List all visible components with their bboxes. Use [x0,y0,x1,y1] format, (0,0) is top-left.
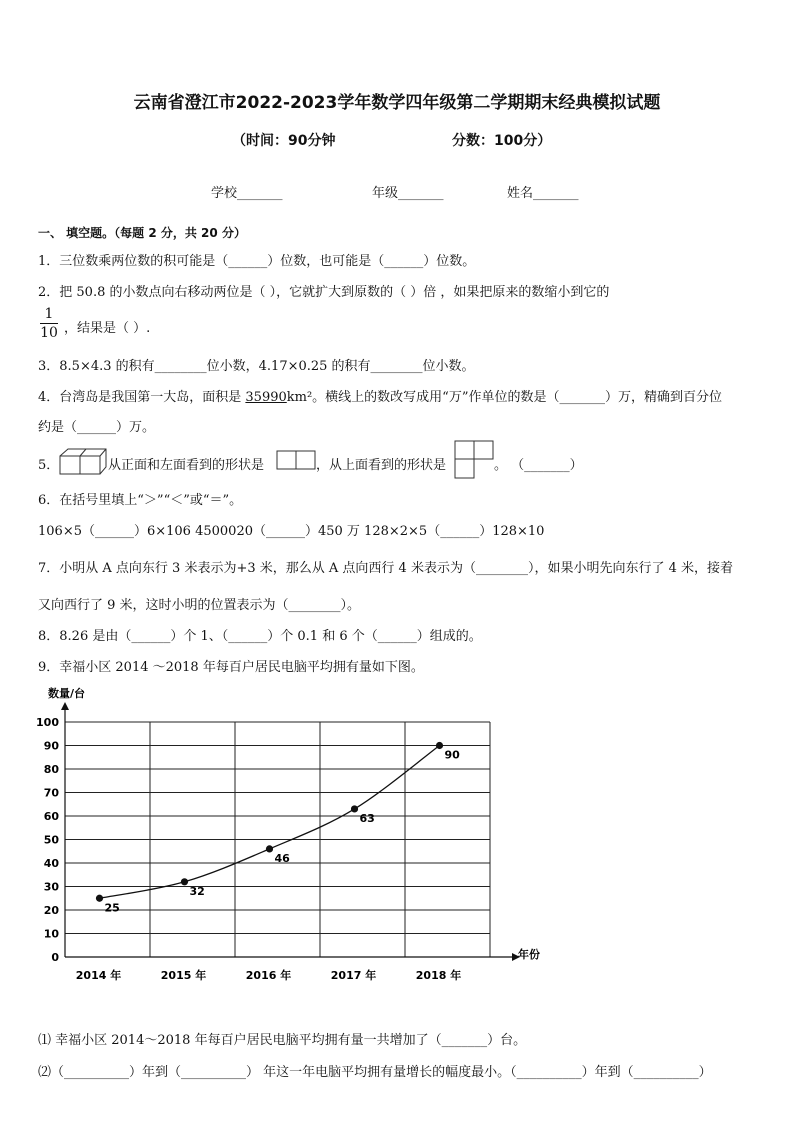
top-view-figure [454,440,494,480]
data-point [436,742,443,749]
cube-figure [58,446,108,476]
data-point [96,895,103,902]
question-5-text-a: 从正面和左面看到的形状是 [108,458,265,473]
data-point [351,805,358,812]
question-4 [38,386,722,405]
question-7: 7．小明从 A 点向东行 3 米表示为+3 米，那么从 A 点向西行 4 米表示为（________），如果小明先向东行了 4 米，接着 [38,561,733,576]
data-label: 32 [189,884,205,898]
q4-underlined-number: 35990 [245,390,287,405]
question-5-text-b: ，从上面看到的形状是 [316,458,447,473]
school-field: 学校_______ [211,186,283,201]
question-2: 2．把 50.8 的小数点向右移动两位是（ ），它就扩大到原数的（ ）倍 ，如果把原来的数缩小到它的 [38,285,610,300]
question-5-text-c: 。 （_______） [494,458,583,473]
question-4-line2: 约是（______）万。 [38,420,156,435]
grade-field: 年级_______ [372,186,444,201]
time-label: （时间：90分钟 [232,133,336,149]
page-title: 云南省澄江市2022-2023学年数学四年级第二学期期末经典模拟试题 [133,93,661,113]
x-tick-label: 2017 年 [330,969,377,982]
question-6: 6．在括号里填上“＞”“＜”或“＝”。 [38,493,243,508]
y-tick-label: 40 [43,857,59,870]
question-9-sub2: ⑵（__________）年到（__________） 年这一年电脑平均拥有量增长的幅度最小。（__________）年到（__________） [38,1065,712,1080]
y-tick-label: 70 [43,786,59,800]
question-1: 1．三位数乘两位数的积可能是（______）位数，也可能是（______）位数。 [38,254,476,269]
q4-text-b: km²。横线上的数改写成用“万”作单位的数是（_______）万，精确到百分位 [286,390,722,405]
question-3: 3．8.5×4.3 的积有________位小数，4.17×0.25 的积有________位小数。 [38,359,475,374]
y-axis-label: 数量/台 [48,687,86,700]
data-label: 25 [104,901,120,915]
x-tick-label: 2014 年 [75,969,122,982]
x-axis-label: 年份 [518,948,540,961]
y-tick-label: 10 [43,927,59,941]
line-chart [30,682,560,990]
y-tick-label: 60 [43,810,59,823]
y-tick-label: 20 [43,904,59,917]
y-tick-label: 90 [43,739,59,753]
question-6-items: 106×5（______）6×106 4500020（______）450 万 128×2×5（______）128×10 [38,524,545,539]
x-tick-label: 2018 年 [415,969,462,982]
y-tick-label: 0 [51,951,59,964]
front-view-figure [276,449,316,471]
y-axis-arrow [61,702,69,710]
question-9-sub1: ⑴ 幸福小区 2014～2018 年每百户居民电脑平均拥有量一共增加了（_______）台。 [38,1033,527,1048]
question-9: 9．幸福小区 2014 ～2018 年每百户居民电脑平均拥有量如下图。 [38,660,424,675]
y-tick-label: 30 [43,880,59,894]
data-point [181,878,188,885]
section-heading: 一、 填空题。（每题 2 分，共 20 分） [38,226,246,240]
data-label: 90 [444,748,460,762]
fraction-numerator: 1 [44,306,54,322]
score-label: 分数：100分） [452,133,552,149]
question-5-number: 5． [38,458,60,473]
fraction-one-tenth [40,306,58,341]
y-tick-label: 100 [36,716,59,729]
y-tick-label: 80 [43,763,59,776]
data-label: 63 [359,811,375,825]
y-tick-label: 50 [43,833,59,847]
name-field: 姓名_______ [507,186,579,201]
data-point [266,845,273,852]
q4-text-a: 4．台湾岛是我国第一大岛，面积是 [38,390,246,405]
question-2-line2: ，结果是（ ）. [64,321,151,336]
x-tick-label: 2015 年 [160,969,207,982]
question-7-line2: 又向西行了 9 米，这时小明的位置表示为（________）。 [38,598,361,613]
fraction-denominator: 10 [40,325,58,341]
data-label: 46 [274,851,290,865]
x-tick-label: 2016 年 [245,969,292,982]
question-8: 8．8.26 是由（______）个 1、（______）个 0.1 和 6 个（______）组成的。 [38,629,482,644]
